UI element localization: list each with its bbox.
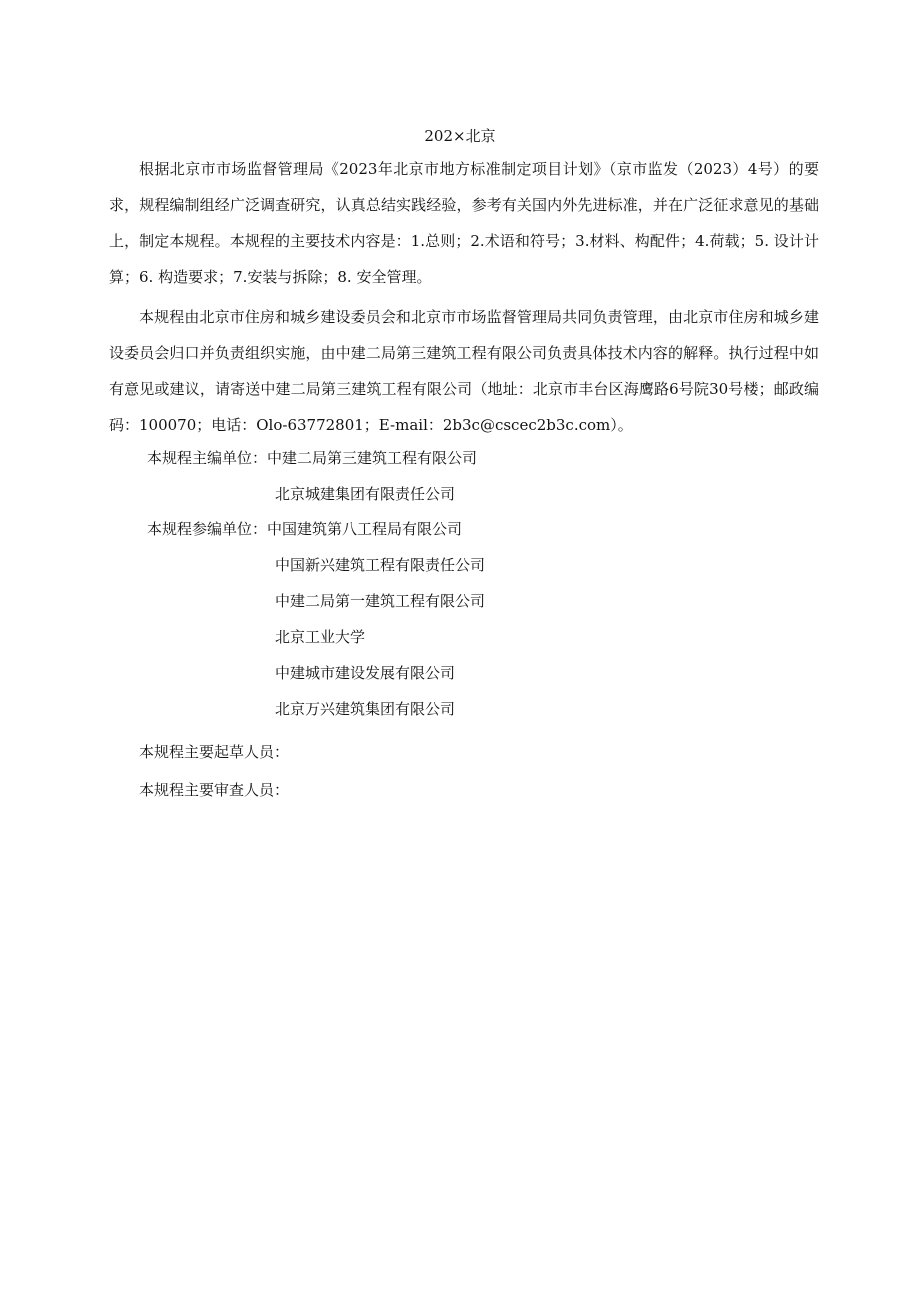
drafters-label: 本规程主要起草人员： <box>139 743 290 761</box>
chief-units-row <box>147 448 477 468</box>
participating-unit-item: 中建城市建设发展有限公司 <box>275 664 456 682</box>
participating-unit-item: 中国建筑第八工程局有限公司 <box>267 520 463 538</box>
participating-units-row <box>147 519 462 539</box>
participating-unit-item: 北京工业大学 <box>275 628 366 646</box>
participating-unit-item: 中国新兴建筑工程有限责任公司 <box>275 556 486 574</box>
preface-paragraph-1: 根据北京市市场监督管理局《2023年北京市地方标准制定项目计划》（京市监发（2023）4号）的要求，规程编制组经广泛调查研究，认真总结实践经验，参考有关国内外先进标准，并在广泛征求意见的基础上，制定本规程。本规程的主要技术内容是：1.总则；2.术语和符号；3.材料、构配件；4.荷载；5. 设计计算；6. 构造要求；7.安装与拆除；8. 安全管理。 <box>109 160 819 286</box>
preface-paragraph-2: 本规程由北京市住房和城乡建设委员会和北京市市场监督管理局共同负责管理，由北京市住房和城乡建设委员会归口并负责组织实施，由中建二局第三建筑工程有限公司负责具体技术内容的解释。执行过程中如有意见或建议，请寄送中建二局第三建筑工程有限公司（地址：北京市丰台区海鹰路6号院30号楼；邮政编码：100070；电话：Olo-63772801；E-mail：2b3c@cscec2b3c.com）。 <box>109 308 819 434</box>
participating-units-label: 本规程参编单位： <box>147 520 268 538</box>
participating-unit-item: 中建二局第一建筑工程有限公司 <box>275 592 486 610</box>
reviewers-label: 本规程主要审查人员： <box>139 781 290 799</box>
chief-units-label: 本规程主编单位： <box>147 449 268 467</box>
chief-unit-item: 北京城建集团有限责任公司 <box>275 485 456 503</box>
place-year-line: 202×北京 <box>424 127 496 145</box>
chief-unit-item: 中建二局第三建筑工程有限公司 <box>267 449 478 467</box>
participating-unit-item: 北京万兴建筑集团有限公司 <box>275 700 456 718</box>
